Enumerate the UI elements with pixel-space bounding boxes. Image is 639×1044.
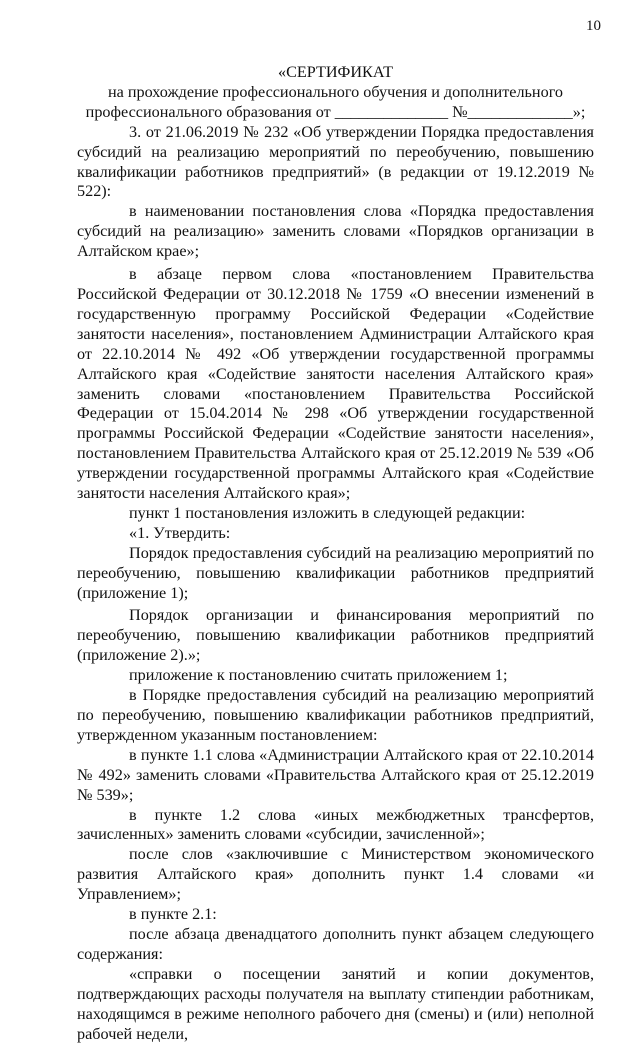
paragraph: в пункте 2.1: bbox=[129, 905, 217, 924]
paragraph: после слов «заключившие с Министерством экономического развития Алтайского края» дополнить пункт 1.4 словами «и Управлением»; bbox=[77, 845, 594, 904]
paragraph: в пункте 1.1 слова «Администрации Алтайского края от 22.10.2014 № 492» заменить словами «Правительства Алтайского края от 25.12.2019 № 539»; bbox=[77, 745, 594, 804]
paragraph: после абзаца двенадцатого дополнить пункт абзацем следующего содержания: bbox=[77, 924, 594, 963]
page-number: 10 bbox=[586, 18, 601, 34]
paragraph: 3. от 21.06.2019 № 232 «Об утверждении Порядка предоставления субсидий на реализацию мероприятий по переобучению, повышению квалификации работников предприятий» (в редакции от 19.12.2019 № 522): bbox=[77, 122, 594, 201]
paragraph: Порядок предоставления субсидий на реализацию мероприятий по переобучению, повышению квалификации работников предприятий (приложение 1); bbox=[77, 543, 594, 602]
paragraph: в наименовании постановления слова «Порядка предоставления субсидий на реализацию» заменить словами «Порядков организации в Алтайском крае»; bbox=[77, 202, 594, 261]
certificate-subheading-line-2: профессионального образования от ______________ №_____________»; bbox=[85, 102, 586, 121]
paragraph: в пункте 1.2 слова «иных межбюджетных трансфертов, зачисленных» заменить словами «субсидии, зачисленной»; bbox=[77, 805, 594, 844]
paragraph: пункт 1 постановления изложить в следующей редакции: bbox=[129, 503, 526, 522]
paragraph: «справки о посещении занятий и копии документов, подтверждающих расходы получателя на выплату стипендии работникам, находящимся в режиме неполного рабочего дня (смены) и (или) неполной рабочей недели, bbox=[77, 964, 594, 1043]
paragraph: в абзаце первом слова «постановлением Правительства Российской Федерации от 30.12.2018 № 1759 «О внесении изменений в государственную программу Российской Федерации «Содействие занятости населения», постановлением Администрации Алтайского края от 22.10.2014 № 492 «Об утверждении государственной программы Алтайского края «Содействие занятости населения Алтайского края» заменить словами «постановлением Правительства Российской Федерации от 15.04.2014 № 298 «Об утверждении государственной программы Российской Федерации «Содействие занятости населения», постановлением Правительства Алтайского края от 25.12.2019 № 539 «Об утверждении государственной программы Алтайского края «Содействие занятости населения Алтайского края»; bbox=[77, 265, 594, 503]
certificate-subheading-line-1: на прохождение профессионального обучения и дополнительного bbox=[107, 82, 564, 101]
paragraph: Порядок организации и финансирования мероприятий по переобучению, повышению квалификации работников предприятий (приложение 2).»; bbox=[77, 606, 594, 665]
document-page bbox=[77, 63, 594, 1044]
paragraph: «1. Утвердить: bbox=[129, 523, 231, 542]
paragraph: в Порядке предоставления субсидий на реализацию мероприятий по переобучению, повышению квалификации работников предприятий, утвержденном указанным постановлением: bbox=[77, 686, 594, 744]
paragraph: приложение к постановлению считать приложением 1; bbox=[129, 666, 508, 685]
certificate-heading: «СЕРТИФИКАТ bbox=[278, 63, 393, 81]
